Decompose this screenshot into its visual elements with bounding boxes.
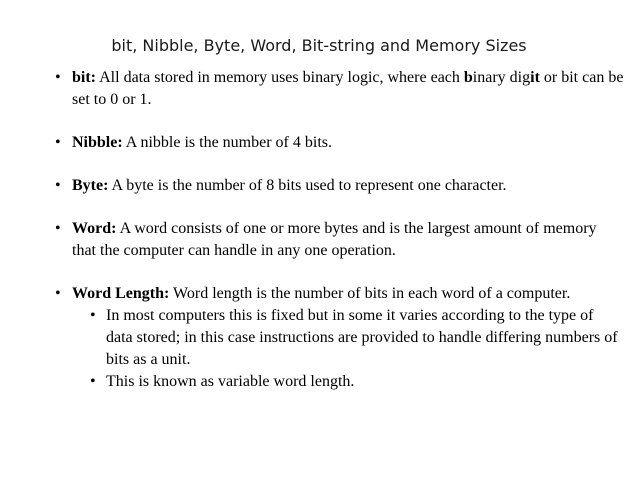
sub-bullet-fixed-or-varies — [72, 305, 624, 371]
bullet-dot: • — [55, 285, 61, 302]
term-word: Word: — [72, 220, 117, 237]
byte-text: A byte is the number of 8 bits used to represent one character. — [108, 177, 507, 194]
slide-body — [52, 67, 624, 393]
nibble-text: A nibble is the number of 4 bits. — [122, 134, 332, 151]
bit-text-part-1: All data stored in memory uses binary logic, where each — [96, 69, 464, 86]
term-byte: Byte: — [72, 177, 109, 194]
sub-bullet-text: In most computers this is fixed but in some it varies according to the type of data stored; in this case instructions are provided to handle differing numbers of bits as a unit. — [106, 307, 618, 368]
bullet-word — [52, 218, 624, 262]
term-word-length: Word Length: — [72, 285, 170, 302]
word-text: A word consists of one or more bytes and is the largest amount of memory that the computer can handle in any one operation. — [72, 220, 597, 259]
bullet-bit — [52, 67, 624, 111]
bit-emphasis-it: it — [530, 69, 540, 86]
sub-bullet-dot: • — [90, 373, 96, 390]
sub-bullet-variable-word-length — [72, 371, 624, 393]
bullet-nibble — [52, 132, 624, 154]
bullet-dot: • — [55, 220, 61, 237]
sub-bullet-text: This is known as variable word length. — [106, 373, 355, 390]
word-length-text: Word length is the number of bits in each word of a computer. — [169, 285, 571, 302]
term-nibble: Nibble: — [72, 134, 123, 151]
bullet-word-length — [52, 283, 624, 393]
term-bit: bit: — [72, 69, 96, 86]
bit-text-part-2: inary dig — [472, 69, 531, 86]
bullet-dot: • — [55, 177, 61, 194]
bullet-dot: • — [55, 69, 61, 86]
bullet-byte — [52, 175, 624, 197]
sub-bullet-dot: • — [90, 307, 96, 324]
slide-title: bit, Nibble, Byte, Word, Bit-string and Memory Sizes — [111, 36, 527, 55]
bit-emphasis-b: b — [463, 69, 473, 86]
bullet-dot: • — [55, 134, 61, 151]
bit-text-part-3: or bit can be set to 0 or 1. — [72, 69, 624, 108]
